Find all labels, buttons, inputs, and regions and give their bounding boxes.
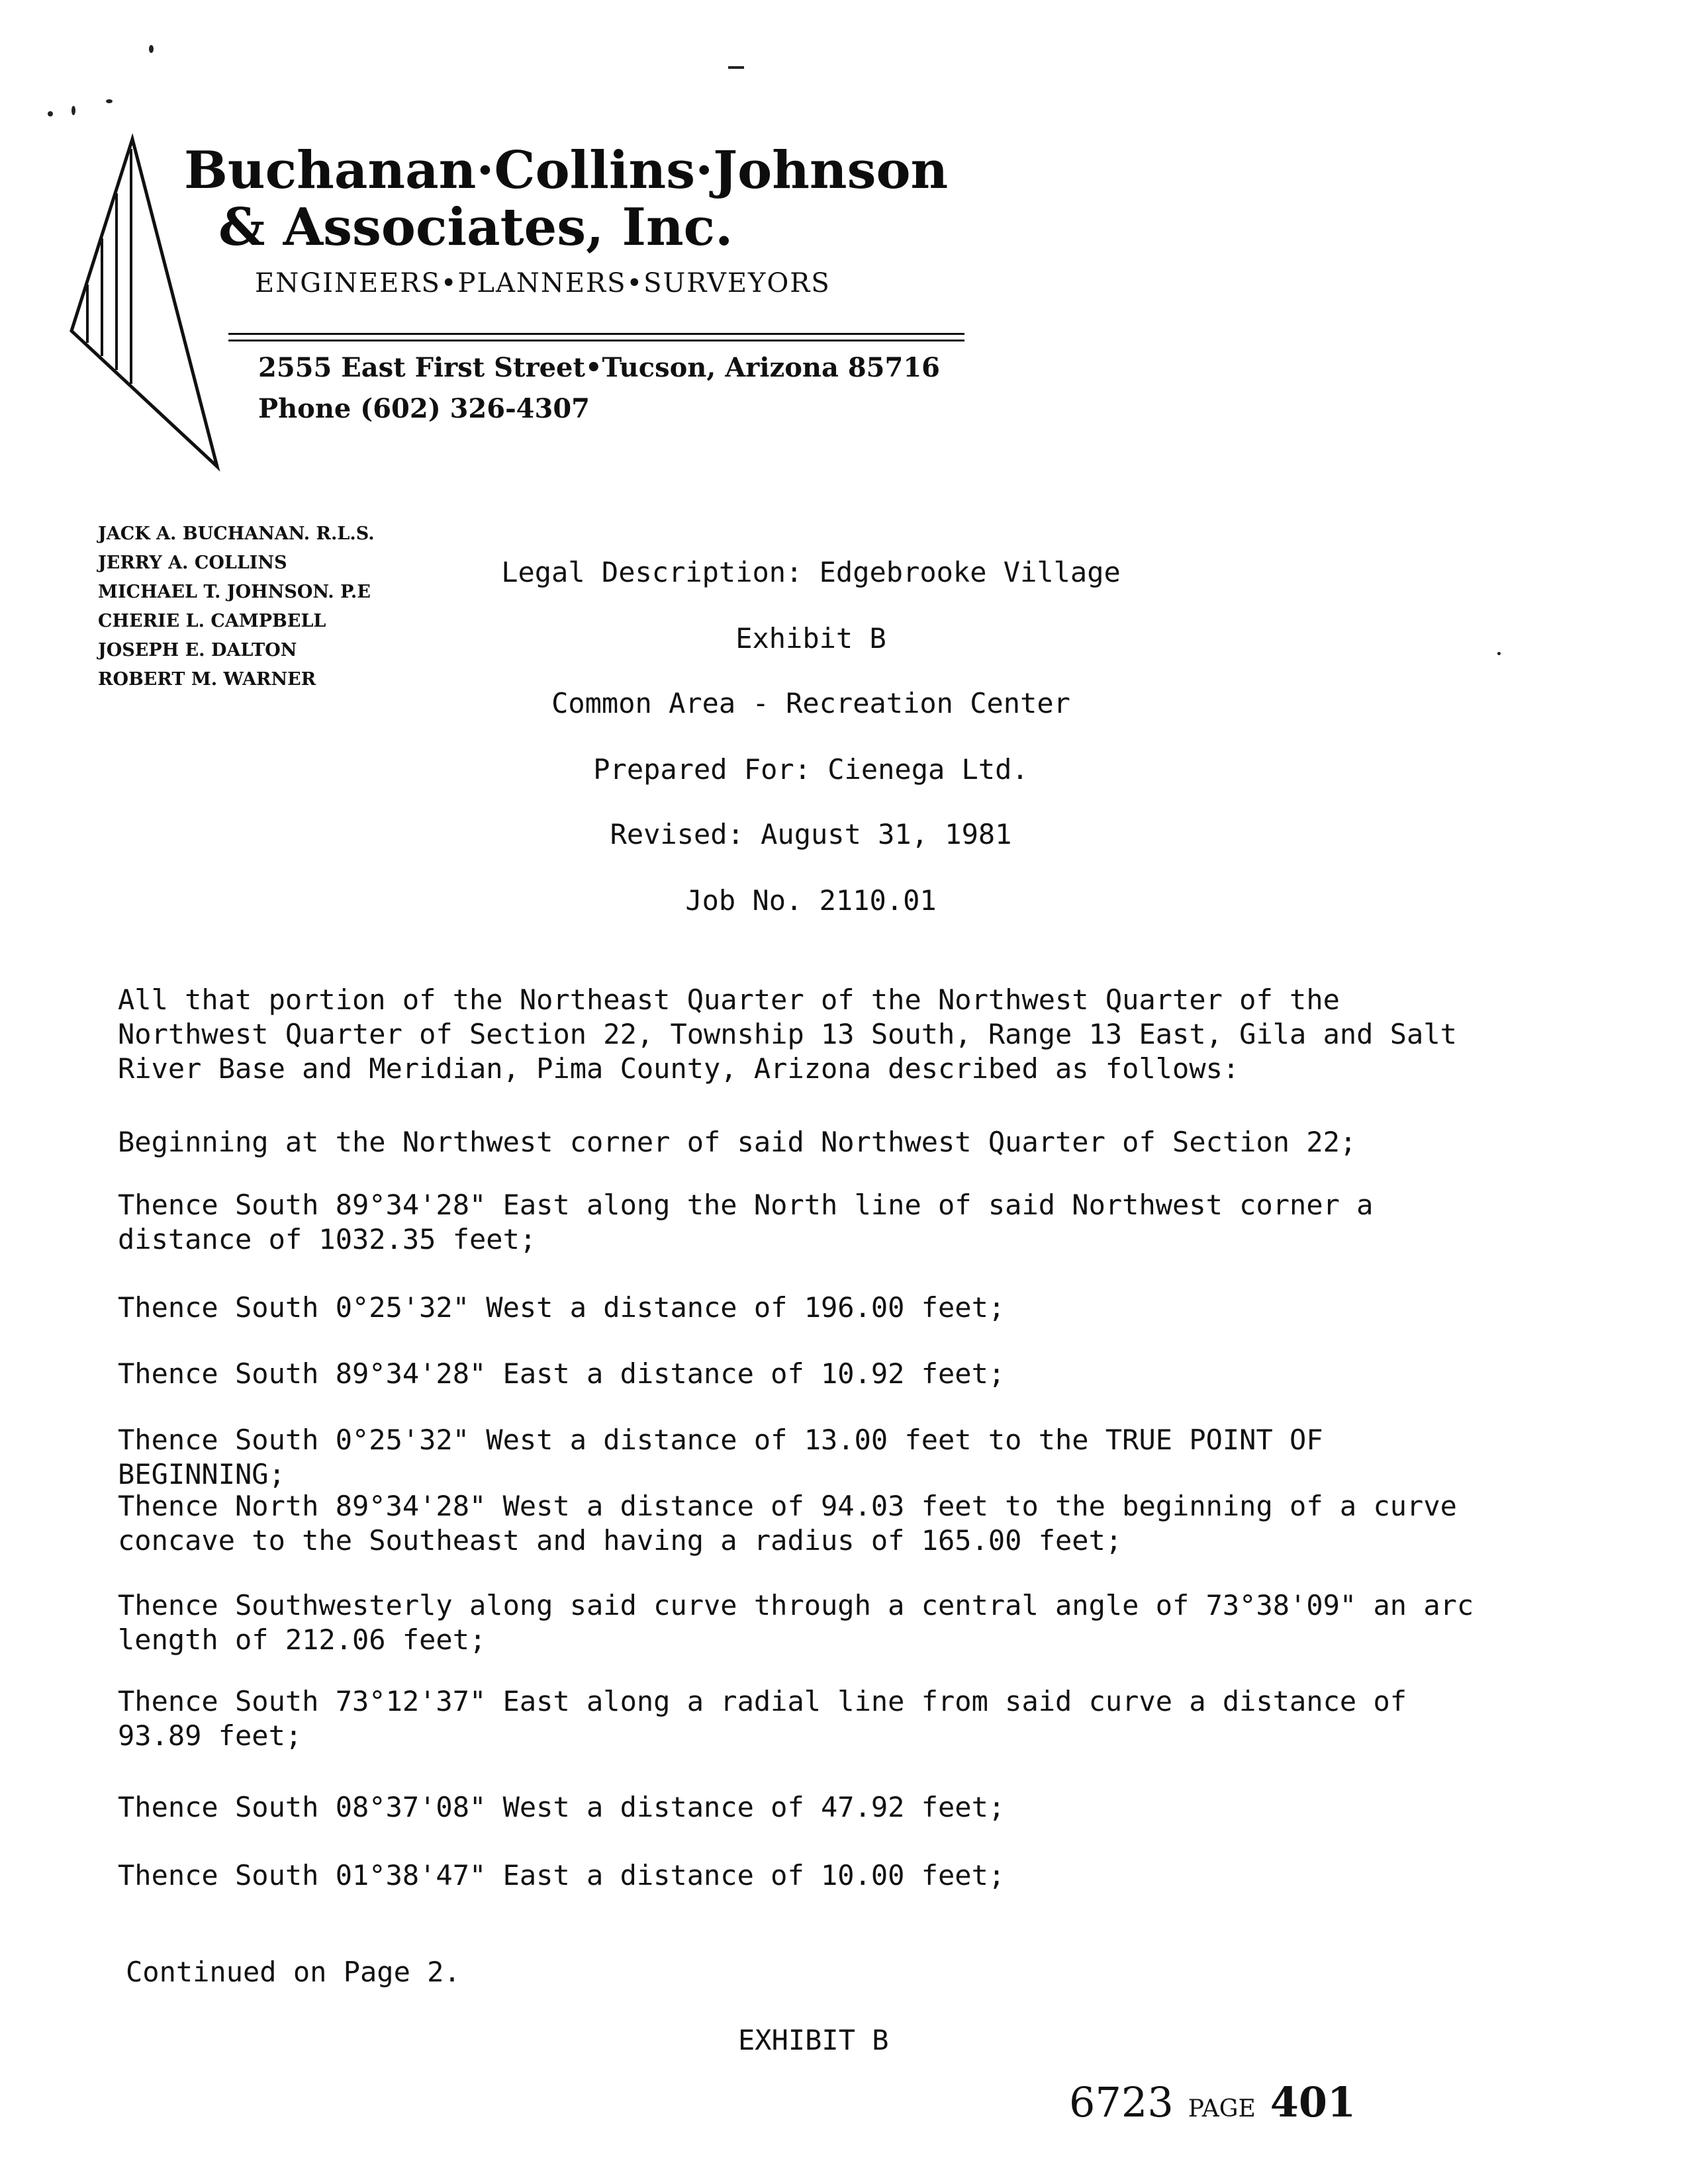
beginning-paragraph	[118, 1125, 1495, 1160]
course-text: Thence South 89°34'28" East a distance of 10.92 feet;	[118, 1357, 1006, 1390]
scan-speck	[71, 106, 75, 115]
staff-name: JERRY A. COLLINS	[98, 553, 287, 573]
course-text: Thence South 0°25'32" West a distance of 13.00 feet to the TRUE POINT OF BEGINNING;	[118, 1424, 1323, 1490]
page-word: PAGE	[1188, 2095, 1256, 2122]
firm-phone: Phone (602) 326-4307	[258, 393, 590, 424]
continued-note: Continued on Page 2.	[126, 1956, 461, 1988]
course-paragraph	[118, 1790, 1495, 1825]
firm-address: 2555 East First Street•Tucson, Arizona 85716	[258, 352, 940, 383]
firm-name-line2: & Associates, Inc.	[218, 197, 733, 257]
course-paragraph	[118, 1291, 1495, 1325]
intro-text: All that portion of the Northeast Quarter of the Northwest Quarter of the Northwest Quarter of Section 22, Township 13 South, Range 13 East, Gila and Salt River Base and Meridian, Pima County, Arizona described as follows:	[118, 983, 1457, 1085]
staff-name: JOSEPH E. DALTON	[98, 640, 297, 660]
course-paragraph	[118, 1357, 1495, 1391]
job-number: Job No. 2110.01	[685, 884, 937, 917]
course-text: Thence South 01°38'47" East a distance of 10.00 feet;	[118, 1859, 1006, 1891]
course-paragraph	[118, 1423, 1495, 1492]
exhibit-footer-label: EXHIBIT B	[738, 2024, 889, 2056]
revised-date: Revised: August 31, 1981	[610, 818, 1012, 850]
staff-list	[98, 520, 375, 694]
course-text: Thence South 08°37'08" West a distance of 47.92 feet;	[118, 1791, 1006, 1823]
course-text: Thence South 0°25'32" West a distance of 196.00 feet;	[118, 1291, 1006, 1324]
firm-tagline: ENGINEERS•PLANNERS•SURVEYORS	[255, 268, 831, 298]
letterhead-rule-upper	[228, 333, 964, 335]
course-text: Thence Southwesterly along said curve through a central angle of 73°38'09" an arc length of 212.06 feet;	[118, 1589, 1474, 1656]
firm-name-line1: Buchanan·Collins·Johnson	[184, 140, 949, 201]
intro-paragraph	[118, 983, 1495, 1086]
legal-description-title: Legal Description: Edgebrooke Village	[501, 556, 1121, 588]
course-text: Thence North 89°34'28" West a distance of 94.03 feet to the beginning of a curve concave to the Southeast and having a radius of 165.00 feet;	[118, 1490, 1457, 1557]
recording-reference	[1069, 2078, 1356, 2126]
course-paragraph	[118, 1188, 1495, 1257]
course-text: Thence South 89°34'28" East along the North line of said Northwest corner a distance of 1032.35 feet;	[118, 1189, 1374, 1255]
staff-name: MICHAEL T. JOHNSON. P.E	[98, 582, 371, 602]
staff-name: ROBERT M. WARNER	[98, 669, 316, 690]
scan-speck	[106, 99, 113, 103]
course-text: Thence South 73°12'37" East along a radial line from said curve a distance of 93.89 feet;	[118, 1685, 1407, 1752]
staff-name: JACK A. BUCHANAN. R.L.S.	[98, 523, 375, 544]
scan-speck	[149, 45, 154, 53]
course-paragraph	[118, 1588, 1495, 1657]
staff-name: CHERIE L. CAMPBELL	[98, 611, 326, 631]
course-paragraph	[118, 1858, 1495, 1893]
scan-speck	[48, 111, 53, 116]
book-number: 6723	[1069, 2078, 1174, 2126]
scan-speck	[728, 66, 744, 69]
beginning-text: Beginning at the Northwest corner of said Northwest Quarter of Section 22;	[118, 1126, 1357, 1158]
common-area-label: Common Area - Recreation Center	[551, 687, 1070, 719]
prepared-for: Prepared For: Cienega Ltd.	[593, 753, 1029, 786]
firm-name	[184, 142, 948, 256]
course-paragraph	[118, 1489, 1495, 1558]
letterhead-rule-lower	[228, 340, 964, 341]
page-number: 401	[1270, 2078, 1356, 2126]
course-paragraph	[118, 1684, 1495, 1753]
firm-contact	[258, 347, 940, 430]
exhibit-label: Exhibit B	[735, 622, 886, 655]
